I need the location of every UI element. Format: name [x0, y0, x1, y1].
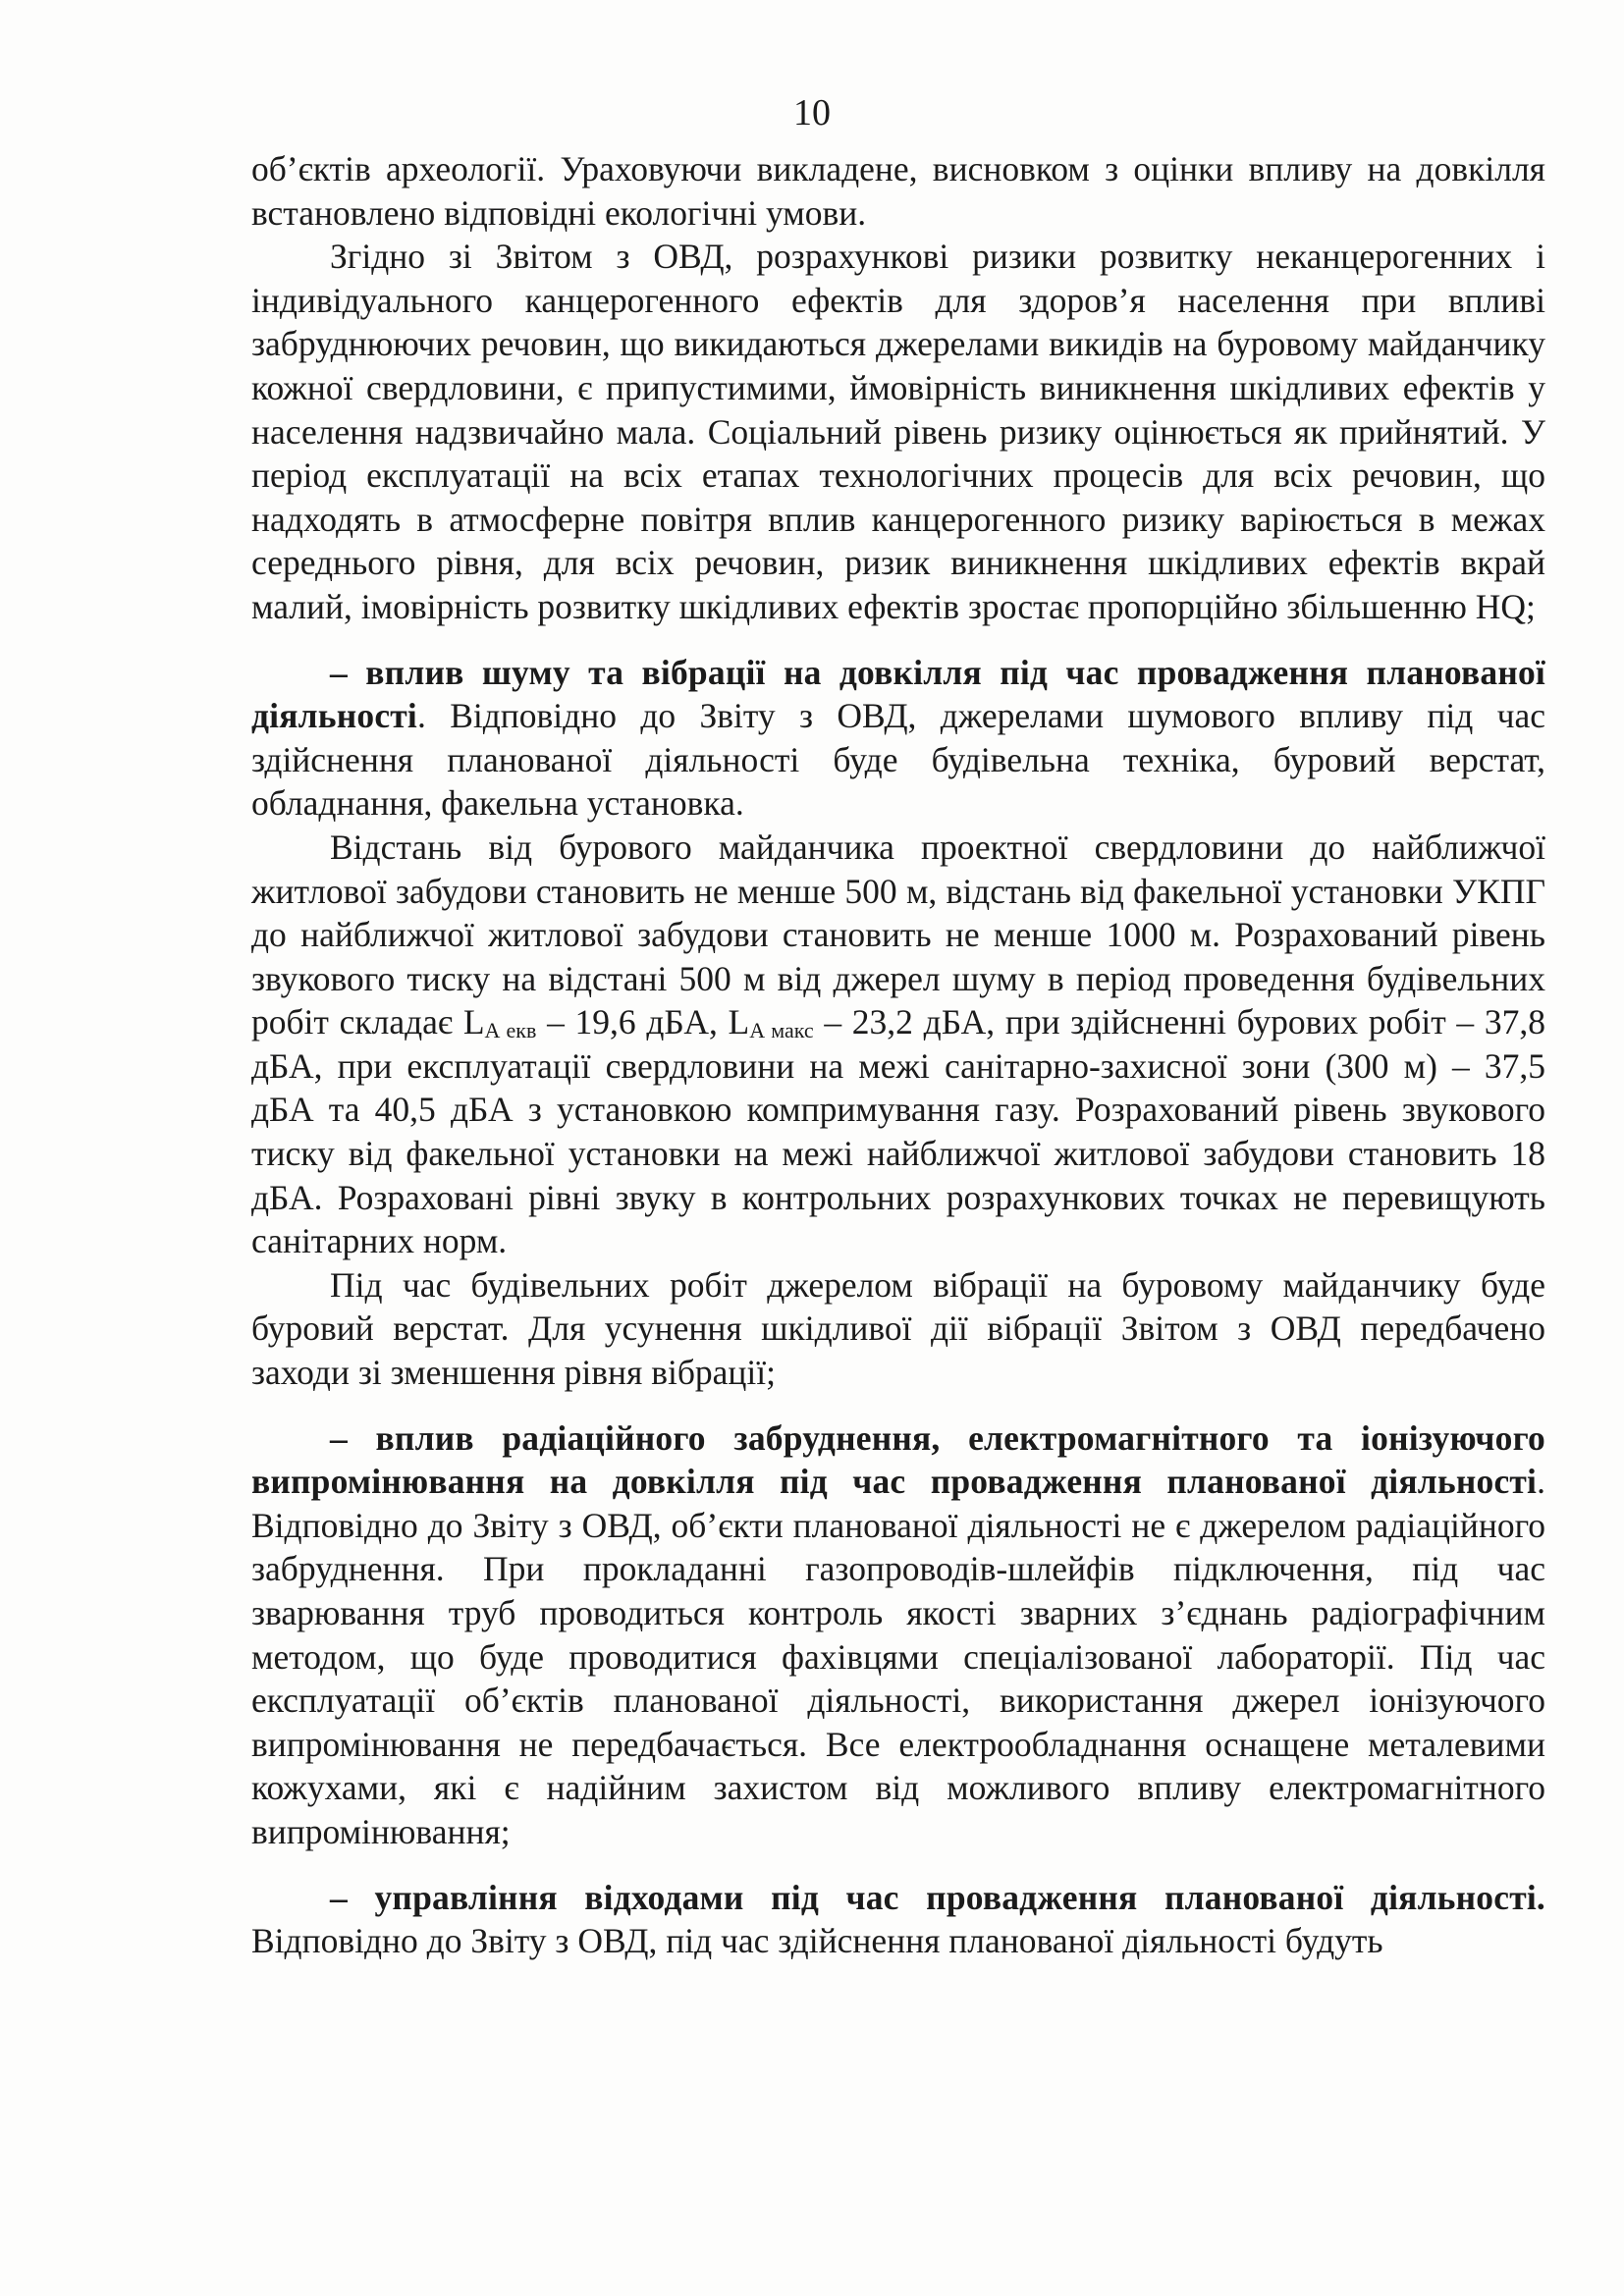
paragraph-archaeology-conclusion [251, 147, 1545, 235]
section-heading-waste: – управління відходами під час провадження планованої діяльності. [330, 1877, 1545, 1917]
paragraph-text: Під час будівельних робіт джерелом вібрації на буровому майданчику буде буровий верстат. Для усунення шкідливої дії вібрації Звітом з ОВД передбачено заходи зі зменшення рівня вібрації; [251, 1264, 1545, 1393]
paragraph-text: . Відповідно до Звіту з ОВД, об’єкти планованої діяльності не є джерелом радіаційного забруднення. При прокладанні газопроводів-шлейфів підключення, під час зварювання труб проводиться контроль якості зварних з’єднань радіографічним методом, що буде проводитися фахівцями спеціалізованої лабораторії. Під час експлуатації об’єктів планованої діяльності, використання джерел іонізуючого випромінювання не передбачається. Все електрообладнання оснащене металевими кожухами, які є надійним захистом від можливого впливу електромагнітного випромінювання; [251, 1462, 1545, 1851]
paragraph-text: Відповідно до Звіту з ОВД, під час здійснення планованої діяльності будуть [251, 1921, 1383, 1961]
paragraph-noise-vibration [251, 651, 1545, 826]
paragraph-text: – 19,6 дБА, L [536, 1002, 750, 1042]
subscript-a-ekv: A екв [484, 1018, 537, 1043]
subscript-a-maks: A макс [749, 1018, 814, 1043]
paragraph-vibration-source [251, 1263, 1545, 1395]
paragraph-text: – 23,2 дБА, при здійсненні бурових робіт – 37,8 дБА, при експлуатації свердловини на межі санітарно-захисної зони (300 м) – 37,5 дБА та 40,5 дБА з установкою компримування газу. Розрахований рівень звукового тиску від факельної установки на межі найближчої житлової забудови становить 18 дБА. Розраховані рівні звуку в контрольних розрахункових точках не перевищують санітарних норм. [251, 1002, 1545, 1261]
section-heading-radiation: – вплив радіаційного забруднення, електромагнітного та іонізуючого випромінювання на довкілля під час провадження планованої діяльності [251, 1417, 1545, 1502]
paragraph-text: Відстань від бурового майданчика проектної свердловини до найближчої житлової забудови становить не менше 500 м, відстань від факельної установки УКПГ до найближчої житлової забудови становить не менше 1000 м. Розрахований рівень звукового тиску на відстані 500 м від джерел шуму в період проведення будівельних робіт складає L [251, 827, 1545, 1042]
paragraph-health-risks [251, 235, 1545, 628]
paragraph-waste-management [251, 1876, 1545, 1963]
document-body [251, 147, 1545, 1963]
paragraph-noise-distances [251, 826, 1545, 1263]
section-heading-noise: – вплив шуму та вібрації на довкілля під час провадження планованої діяльності [251, 652, 1545, 736]
paragraph-text: . Відповідно до Звіту з ОВД, джерелами шумового впливу під час здійснення планованої діяльності буде будівельна техніка, буровий верстат, обладнання, факельна установка. [251, 696, 1545, 824]
paragraph-text: об’єктів археології. Ураховуючи викладене, висновком з оцінки впливу на довкілля встановлено відповідні екологічні умови. [251, 149, 1545, 233]
paragraph-text: Згідно зі Звітом з ОВД, розрахункові ризики розвитку неканцерогенних і індивідуального канцерогенного ефектів для здоров’я населення при впливі забруднюючих речовин, що викидаються джерелами викидів на буровому майданчику кожної свердловини, є припустимими, ймовірність виникнення шкідливих ефектів у населення надзвичайно мала. Соціальний рівень ризику оцінюється як прийнятий. У період експлуатації на всіх етапах технологічних процесів для всіх речовин, що надходять в атмосферне повітря вплив канцерогенного ризику варіюється в межах середнього рівня, для всіх речовин, ризик виникнення шкідливих ефектів вкрай малий, імовірність розвитку шкідливих ефектів зростає пропорційно збільшенню HQ; [251, 237, 1545, 626]
page-number: 10 [793, 92, 831, 133]
paragraph-radiation [251, 1416, 1545, 1854]
